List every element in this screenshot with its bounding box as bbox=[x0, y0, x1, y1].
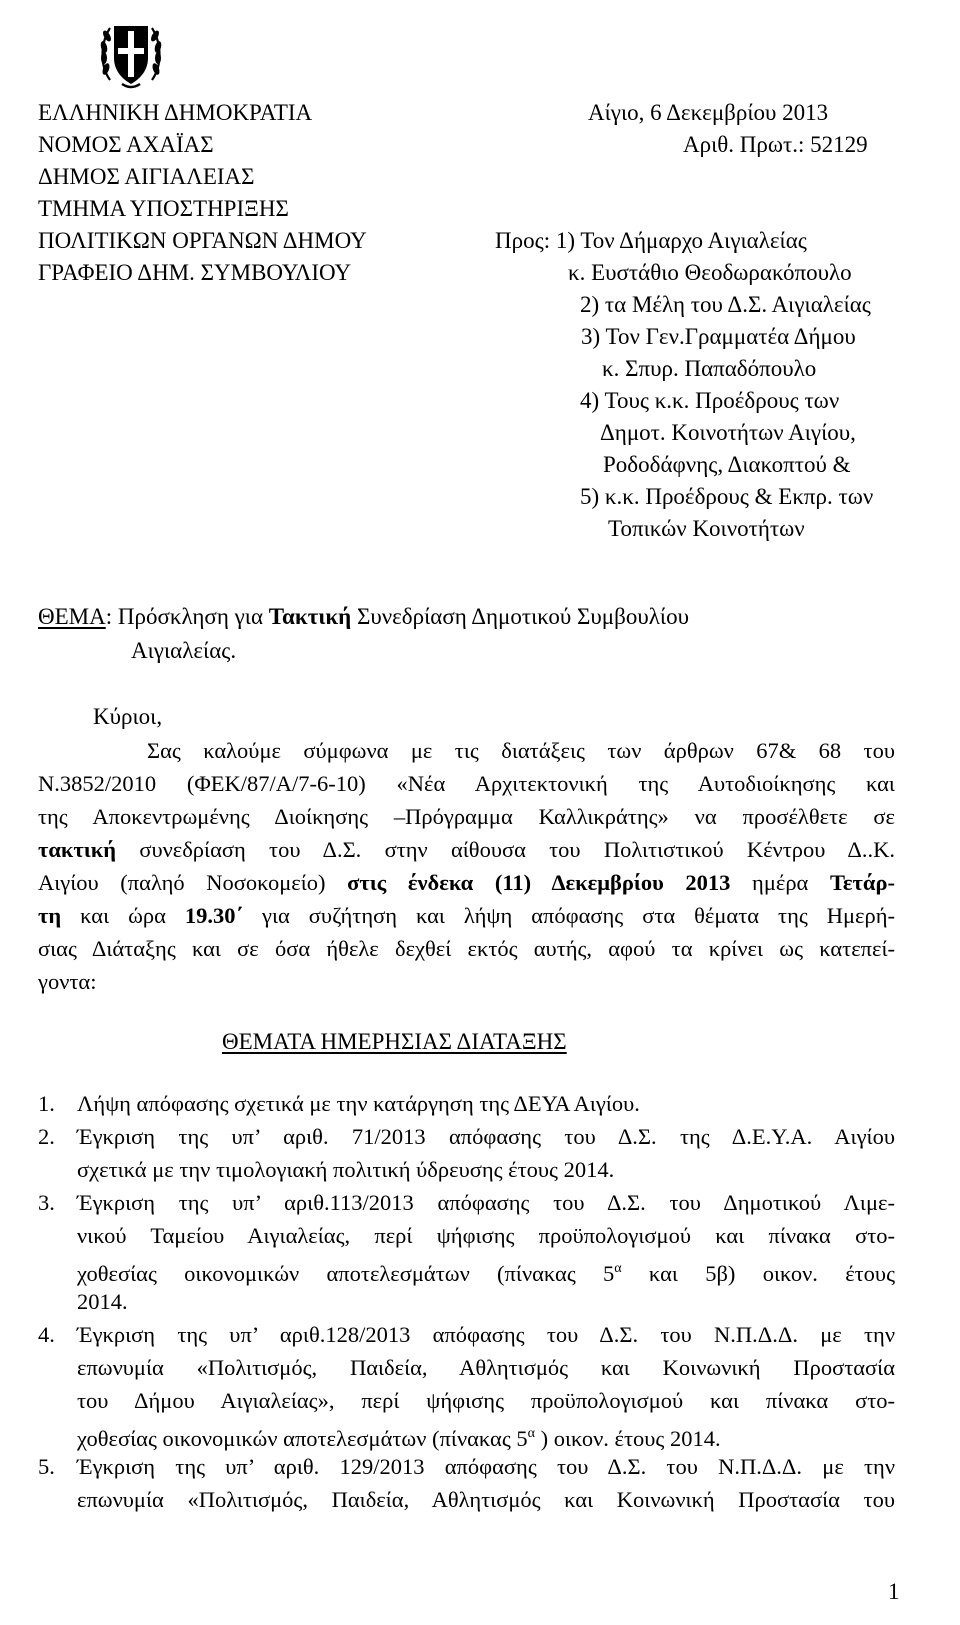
agenda-item-2-line-2: σχετικά με την τιμολογιακή πολιτική ύδρευσης έτους 2014. bbox=[77, 1157, 615, 1182]
page-number: 1 bbox=[888, 1579, 900, 1604]
recipient-line-7: Δημοτ. Κοινοτήτων Αιγίου, bbox=[600, 420, 856, 445]
agenda-item-5-line-1: Έγκριση της υπ’ αριθ. 129/2013 απόφασης του Δ.Σ. του Ν.Π.Δ.Δ. με την bbox=[77, 1454, 895, 1479]
body-line-7: σιας Διάταξης και σε όσα ήθελε δεχθεί εκτός αυτής, αφού τα κρίνει ως κατεπεί- bbox=[38, 936, 895, 961]
recipient-line-5: κ. Σπυρ. Παπαδόπουλο bbox=[602, 356, 817, 381]
subject-bold: Τακτική bbox=[268, 604, 352, 629]
agenda-item-3-line-2: νικού Ταμείου Αιγιαλείας, περί ψήφισης προϋπολογισμού και πίνακα στο- bbox=[77, 1223, 895, 1248]
document-date: Αίγιο, 6 Δεκεμβρίου 2013 bbox=[588, 100, 829, 125]
header-line-6: ΓΡΑΦΕΙΟ ΔΗΜ. ΣΥΜΒΟΥΛΙΟΥ bbox=[38, 260, 352, 285]
body-line-4: τακτική συνεδρίαση του Δ.Σ. στην αίθουσα του Πολιτιστικού Κέντρου Δ..Κ. bbox=[38, 837, 895, 862]
recipient-line-9: 5) κ.κ. Προέδρους & Εκπρ. των bbox=[580, 484, 874, 509]
body-line-5: Αιγίου (παληό Νοσοκομείο) στις ένδεκα (11) Δεκεμβρίου 2013 ημέρα Τετάρ- bbox=[38, 870, 895, 895]
agenda-item-number: 2. bbox=[38, 1124, 55, 1149]
agenda-item-number: 5. bbox=[38, 1454, 55, 1479]
agenda-item-4-line-3: του Δήμου Αιγιαλείας», περί ψήφισης προϋπολογισμού και πίνακα στο- bbox=[77, 1388, 895, 1413]
header-line-3: ΔΗΜΟΣ ΑΙΓΙΑΛΕΙΑΣ bbox=[38, 164, 255, 189]
agenda-item-number: 1. bbox=[38, 1091, 55, 1116]
agenda-title: ΘΕΜΑΤΑ ΗΜΕΡΗΣΙΑΣ ΔΙΑΤΑΞΗΣ bbox=[222, 1029, 567, 1054]
agenda-item-3-line-3: χοθεσίας οικονομικών αποτελεσμάτων (πίνακας $5^\alpha$ και 5β) οικον. έτους bbox=[77, 1261, 895, 1286]
agenda-item-number: 4. bbox=[38, 1322, 55, 1347]
greek-coat-of-arms-emblem bbox=[98, 14, 164, 90]
subject-line: ΘΕΜΑ: Πρόσκληση για Τακτική Συνεδρίαση Δημοτικού Συμβουλίου bbox=[38, 604, 689, 629]
recipient-line-6: 4) Τους κ.κ. Προέδρους των bbox=[580, 388, 840, 413]
header-line-1: ΕΛΛΗΝΙΚΗ ΔΗΜΟΚΡΑΤΙΑ bbox=[38, 100, 313, 125]
recipient-line-3: 2) τα Μέλη του Δ.Σ. Αιγιαλείας bbox=[580, 292, 871, 317]
recipient-line-1: Προς: 1) Τον Δήμαρχο Αιγιαλείας bbox=[495, 228, 807, 253]
agenda-item-number: 3. bbox=[38, 1190, 55, 1215]
subject-label: ΘΕΜΑ bbox=[38, 604, 106, 629]
agenda-item-4-line-1: Έγκριση της υπ’ αριθ.128/2013 απόφασης του Δ.Σ. του Ν.Π.Δ.Δ. με την bbox=[77, 1322, 895, 1347]
salutation: Κύριοι, bbox=[93, 704, 163, 729]
agenda-item-4-line-2: επωνυμία «Πολιτισμός, Παιδεία, Αθλητισμός και Κοινωνική Προστασία bbox=[77, 1355, 895, 1380]
agenda-item-5-line-2: επωνυμία «Πολιτισμός, Παιδεία, Αθλητισμός και Κοινωνική Προστασία του bbox=[77, 1487, 895, 1512]
recipient-line-10: Τοπικών Κοινοτήτων bbox=[608, 516, 805, 541]
body-line-8: γοντα: bbox=[38, 969, 97, 994]
header-line-5: ΠΟΛΙΤΙΚΩΝ ΟΡΓΑΝΩΝ ΔΗΜΟΥ bbox=[38, 228, 367, 253]
header-line-2: ΝΟΜΟΣ ΑΧΑΪΑΣ bbox=[38, 132, 214, 157]
body-line-3: της Αποκεντρωμένης Διοίκησης –Πρόγραμμα Καλλικράτης» να προσέλθετε σε bbox=[38, 804, 895, 829]
header-line-4: ΤΜΗΜΑ ΥΠΟΣΤΗΡΙΞΗΣ bbox=[38, 196, 289, 221]
agenda-item-3-line-1: Έγκριση της υπ’ αριθ.113/2013 απόφασης του Δ.Σ. του Δημοτικού Λιμε- bbox=[77, 1190, 895, 1215]
agenda-item-1: Λήψη απόφασης σχετικά με την κατάργηση της ΔΕΥΑ Αιγίου. bbox=[77, 1091, 640, 1116]
protocol-number: Αριθ. Πρωτ.: 52129 bbox=[683, 132, 868, 157]
body-line-2: Ν.3852/2010 (ΦΕΚ/87/Α/7-6-10) «Νέα Αρχιτεκτονική της Αυτοδιοίκησης και bbox=[38, 771, 895, 796]
recipient-line-4: 3) Τον Γεν.Γραμματέα Δήμου bbox=[581, 324, 856, 349]
body-line-6: τη και ώρα 19.30΄ για συζήτηση και λήψη απόφασης στα θέματα της Ημερή- bbox=[38, 903, 895, 928]
body-line-1: Σας καλούμε σύμφωνα με τις διατάξεις των άρθρων 67& 68 του bbox=[147, 738, 895, 763]
subject-continuation: Αιγιαλείας. bbox=[131, 638, 237, 663]
agenda-item-2-line-1: Έγκριση της υπ’ αριθ. 71/2013 απόφασης του Δ.Σ. της Δ.Ε.Υ.Α. Αιγίου bbox=[77, 1124, 895, 1149]
recipient-line-2: κ. Ευστάθιο Θεοδωρακόπουλο bbox=[568, 260, 852, 285]
agenda-item-4-line-4: χοθεσίας οικονομικών αποτελεσμάτων (πίνακας $5^\alpha$ ) οικον. έτους 2014. bbox=[77, 1426, 721, 1451]
recipient-line-8: Ροδοδάφνης, Διακοπτού & bbox=[603, 452, 851, 477]
agenda-item-3-line-4: 2014. bbox=[77, 1289, 128, 1314]
